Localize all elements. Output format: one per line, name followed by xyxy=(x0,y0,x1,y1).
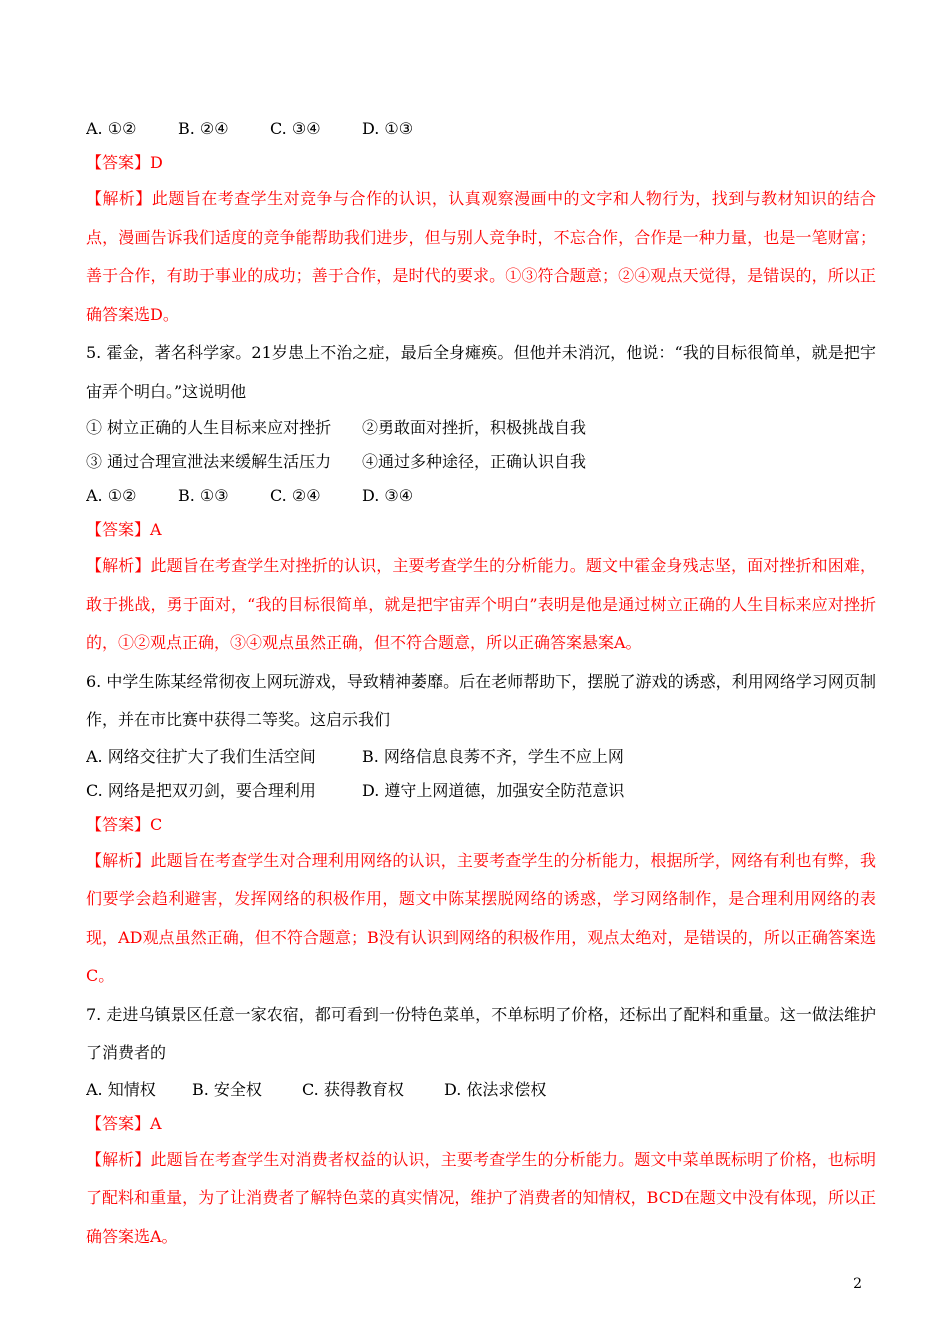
q6-analysis-label: 【解析】 xyxy=(86,850,151,870)
q4-options xyxy=(86,112,876,146)
q7-answer xyxy=(86,1107,876,1141)
q5-answer xyxy=(86,513,876,547)
q4-analysis xyxy=(86,180,876,334)
q5-stem: 5. 霍金，著名科学家。21岁患上不治之症，最后全身瘫痪。但他并未消沉，他说：“我的目标很简单，就是把宇宙弄个明白。”这说明他 xyxy=(86,343,876,401)
q5-statement-2: ②勇敢面对挫折，积极挑战自我 xyxy=(362,418,587,437)
q4-analysis-label: 【解析】 xyxy=(86,189,152,208)
q5-statement-4: ④通过多种途径，正确认识自我 xyxy=(362,452,587,471)
q7-analysis xyxy=(86,1141,876,1257)
page-number: 2 xyxy=(853,1276,862,1292)
q7-analysis-label: 【解析】 xyxy=(86,1149,151,1169)
q4-answer-value: D xyxy=(150,153,163,172)
q6-option-b: B. 网络信息良莠不齐，学生不应上网 xyxy=(362,746,624,766)
q4-answer xyxy=(86,146,876,180)
q7-option-c: C. 获得教育权 xyxy=(302,1079,404,1099)
q5-statements-row-1 xyxy=(86,411,876,445)
q4-analysis-text: 此题旨在考查学生对竞争与合作的认识，认真观察漫画中的文字和人物行为，找到与教材知识的结合点，漫画告诉我们适度的竞争能帮助我们进步，但与别人竞争时，不忘合作，合作是一种力量，也是一笔财富；善于合作，有助于事业的成功；善于合作，是时代的要求。①③符合题意；②④观点天觉得，是错误的，所以正确答案选D。 xyxy=(86,189,876,324)
q5-analysis-label: 【解析】 xyxy=(86,556,151,575)
q6-analysis-text: 此题旨在考查学生对合理利用网络的认识，主要考查学生的分析能力，根据所学，网络有利也有弊，我们要学会趋利避害，发挥网络的积极作用，题文中陈某摆脱网络的诱惑，学习网络制作，是合理利用网络的表现，AD观点虽然正确，但不符合题意；B没有认识到网络的积极作用，观点太绝对，是错误的，所以正确答案选C。 xyxy=(86,850,876,985)
q6-answer-value: C xyxy=(150,814,163,834)
q7-answer-value: A xyxy=(150,1113,162,1133)
q5-options xyxy=(86,479,876,513)
q7-option-d: D. 依法求偿权 xyxy=(444,1079,547,1099)
q6-answer xyxy=(86,808,876,842)
q6-stem: 6. 中学生陈某经常彻夜上网玩游戏，导致精神萎靡。后在老师帮助下，摆脱了游戏的诱惑，利用网络学习网页制作，并在市比赛中获得二等奖。这启示我们 xyxy=(86,671,876,729)
q6-options-row-2 xyxy=(86,774,876,808)
page-content xyxy=(86,112,876,1256)
q6-answer-label: 【答案】 xyxy=(86,814,151,834)
q5-analysis xyxy=(86,547,876,663)
q6-option-c: C. 网络是把双刃剑，要合理利用 xyxy=(86,780,316,800)
q5-statement-3: ③ 通过合理宣泄法来缓解生活压力 xyxy=(86,452,332,471)
q5-statement-1: ① 树立正确的人生目标来应对挫折 xyxy=(86,418,332,437)
q6-options-row-1 xyxy=(86,740,876,774)
q7-analysis-text: 此题旨在考查学生对消费者权益的认识，主要考查学生的分析能力。题文中菜单既标明了价格，也标明了配料和重量，为了让消费者了解特色菜的真实情况，维护了消费者的知情权，BCD在题文中没有体现，所以正确答案选A。 xyxy=(86,1149,876,1246)
q7-options xyxy=(86,1073,876,1107)
q5-answer-label: 【答案】 xyxy=(86,520,151,539)
q5-option-d: D. ③④ xyxy=(362,486,414,505)
q5-answer-value: A xyxy=(150,520,162,539)
q4-option-d: D. ①③ xyxy=(362,119,414,138)
q5-option-a: A. ①② xyxy=(86,486,137,505)
q4-option-c: C. ③④ xyxy=(270,119,321,138)
q6-option-d: D. 遵守上网道德，加强安全防范意识 xyxy=(362,780,625,800)
q5-statements-row-2 xyxy=(86,445,876,479)
q4-option-b: B. ②④ xyxy=(178,119,229,138)
q7-answer-label: 【答案】 xyxy=(86,1113,151,1133)
q7-option-b: B. 安全权 xyxy=(192,1079,262,1099)
q7-stem: 7. 走进乌镇景区任意一家农宿，都可看到一份特色菜单，不单标明了价格，还标出了配料和重量。这一做法维护了消费者的 xyxy=(86,1004,876,1062)
q7-option-a: A. 知情权 xyxy=(86,1079,156,1099)
q5-analysis-text: 此题旨在考查学生对挫折的认识，主要考查学生的分析能力。题文中霍金身残志坚，面对挫折和困难，敢于挑战，勇于面对，“我的目标很简单，就是把宇宙弄个明白”表明是他是通过树立正确的人生目标来应对挫折的，①②观点正确，③④观点虽然正确，但不符合题意，所以正确答案悬案A。 xyxy=(86,556,876,652)
q6-analysis xyxy=(86,842,876,996)
q6-option-a: A. 网络交往扩大了我们生活空间 xyxy=(86,746,316,766)
q5-option-b: B. ①③ xyxy=(178,486,229,505)
q4-answer-label: 【答案】 xyxy=(86,153,151,172)
q4-option-a: A. ①② xyxy=(86,119,137,138)
q5-option-c: C. ②④ xyxy=(270,486,321,505)
